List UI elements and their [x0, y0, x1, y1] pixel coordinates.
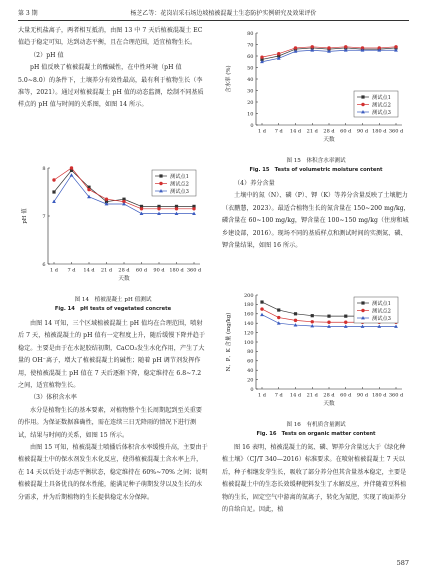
figure-15: [222, 25, 410, 173]
y-tick-label: 30: [247, 88, 254, 95]
y-tick-label: 0: [250, 122, 254, 129]
data-point: [52, 190, 55, 193]
x-tick-label: 7 d: [67, 267, 76, 274]
y-tick-label: 20: [247, 99, 254, 106]
x-tick-label: 90 d: [356, 128, 369, 135]
page-number: 587: [396, 559, 409, 567]
data-point: [105, 198, 108, 201]
paragraph: 大量无机盐离子，两者相互抵消，由图 13 中 7 天后植被混凝土 EC 值趋于稳定可知，达到动态平衡，且在合理范围，适宜植物生长。: [18, 27, 203, 47]
x-tick-label: 1 d: [50, 267, 58, 274]
data-point: [87, 188, 90, 191]
data-point: [344, 45, 347, 48]
data-point: [294, 46, 297, 49]
legend-marker: [361, 309, 364, 312]
section-title-ph: （2）pH 值: [30, 51, 64, 59]
data-point: [311, 314, 314, 317]
y-tick-label: 40: [247, 368, 254, 374]
x-tick-label: 14 d: [289, 392, 302, 399]
figure-caption-en: Fig. 15 Tests of volumetric moisture content: [249, 167, 383, 173]
y-tick-label: 80: [247, 349, 254, 356]
left-column-top: [18, 25, 208, 112]
x-tick-label: 21 d: [306, 128, 318, 135]
x-axis-label: 天数: [118, 276, 130, 282]
y-tick-label: 180: [243, 302, 254, 309]
left-column-bottom: [18, 318, 208, 504]
data-point: [260, 313, 264, 316]
legend-label: 测试点2: [372, 102, 391, 109]
data-point: [394, 45, 397, 48]
x-tick-label: 7 d: [274, 128, 283, 135]
y-axis-label: pH 值: [22, 208, 28, 224]
data-point: [277, 52, 280, 55]
x-tick-label: 28 d: [323, 128, 335, 135]
data-point: [294, 312, 297, 315]
paragraph: 由图 14 可知，三个区域植被混凝土 pH 值均在合理范围，喷射后 7 天，植被混凝土的 pH 值有一定程度上升，随后缓慢下降并趋于稳定。主要是由于在水泥胶结初期，CaCO₃发生水化作用，产生了大量的 OH⁻离子，增大了植被混凝土的碱性；随着 pH 调节剂发挥作用，使植被混凝土 pH 值在 7 天后逐渐下降，稳定维持在 6.8~7.2 之间，适宜植物生长。: [18, 320, 206, 390]
running-header: [18, 6, 409, 18]
right-column-middle: [222, 178, 410, 252]
y-tick-label: 6: [42, 261, 46, 268]
legend-marker: [361, 301, 364, 304]
y-tick-label: 50: [247, 65, 254, 72]
paragraph: 土壤中的氮（N）、磷（P）、钾（K）等养分含量反映了土壤肥力（衣鹏慧，2023）。最适合植物生长的氮含量在 150~200 mg/kg，磷含量在 60~100 mg/kg，钾含量在 100~150 mg/kg（住房和城乡建设部，2016）。现场不同的基质样点和测试时间的实测氮、磷、钾含量结果，如图 16 所示。: [222, 192, 410, 250]
legend-label: 测试点2: [372, 308, 391, 315]
data-point: [344, 315, 347, 318]
y-tick-label: 10: [247, 111, 254, 118]
article-running-title: 杨芝乙等：花岗岩采石场边坡植被混凝土生态防护实例研究及效果评价: [130, 9, 317, 17]
legend-label: 测试点1: [372, 94, 391, 101]
data-point: [192, 207, 195, 210]
legend-marker: [159, 182, 162, 185]
y-axis-label: 含水率 (%): [226, 65, 232, 93]
x-tick-label: 60 d: [340, 392, 352, 399]
figure-16: [222, 287, 410, 437]
data-point: [260, 55, 263, 58]
legend-marker: [361, 95, 364, 98]
legend-label: 测试点1: [170, 173, 189, 180]
x-tick-label: 14 d: [83, 267, 95, 274]
data-point: [52, 178, 55, 181]
x-tick-label: 60 d: [340, 128, 352, 135]
chart-fig16: [222, 287, 410, 417]
x-axis-label: 天数: [323, 401, 335, 407]
y-tick-label: 7: [42, 213, 46, 220]
x-tick-label: 180 d: [372, 128, 387, 135]
data-point: [344, 321, 347, 324]
data-point: [277, 316, 280, 319]
data-point: [70, 173, 74, 176]
data-point: [260, 307, 263, 310]
y-tick-label: 0: [250, 386, 254, 393]
data-point: [311, 45, 314, 48]
data-point: [260, 300, 263, 303]
y-tick-label: 60: [247, 53, 254, 60]
header-rule: [18, 20, 409, 21]
y-tick-label: 60: [247, 358, 254, 365]
x-tick-label: 360 d: [186, 267, 202, 274]
figure-caption-en: Fig. 16 Tests on organic matter content: [256, 431, 376, 437]
figure-caption-cn: 图 16 有机质含量测试: [286, 422, 346, 428]
paragraph: 图 16 表明，植被混凝土的氮、磷、钾养分含量远大于《绿化种植土壤》（CJ/T 340—2016）标准要求。在喷射植被混凝土 7 天以后，种子相继发芽生长，吸收了部分养分但其含量基本稳定，主要是植被混凝土中的生态长效缓释肥料发生了水解反应，并伴随着豆科植物的生长，固定空气中游离的氮离子，转化为氮肥，实现了坡面养分的自给自足。因此，植: [222, 444, 407, 514]
x-tick-label: 21 d: [100, 267, 113, 274]
y-axis-label: N、P、K 含量 (mg/kg): [226, 312, 232, 372]
x-tick-label: 1 d: [258, 128, 266, 135]
x-tick-label: 360 d: [388, 392, 404, 399]
y-tick-label: 120: [243, 330, 254, 337]
issue-label: 第 3 期: [18, 9, 38, 17]
data-point: [70, 166, 73, 169]
figure-caption-cn: 图 15 体积含水率测试: [286, 158, 346, 164]
legend-label: 测试点2: [170, 181, 189, 188]
data-point: [311, 320, 314, 323]
y-tick-label: 80: [247, 30, 254, 37]
y-tick-label: 160: [243, 311, 254, 318]
y-tick-label: 100: [243, 339, 254, 346]
data-point: [175, 207, 178, 210]
paragraph: pH 值反映了植被混凝土的酸碱性，在中性环境（pH 值 5.0~8.0）的条件下，土壤养分有效性最高，最有利于植物生长（李准等，2021）。通过对植被混凝土 pH 值的动态监测，绘制不同基质样点的 pH 值与时间的关系图，如图 14 所示。: [18, 64, 204, 109]
x-tick-label: 180 d: [372, 392, 387, 399]
legend-marker: [159, 174, 162, 177]
y-tick-label: 40: [247, 76, 254, 83]
chart-fig15: [222, 25, 410, 153]
data-point: [140, 207, 143, 210]
y-tick-label: 8: [42, 165, 46, 172]
figure-caption-en: Fig. 14 pH tests of vegetated concrete: [54, 306, 172, 312]
data-point: [327, 46, 330, 49]
x-tick-label: 60 d: [135, 267, 148, 274]
data-point: [327, 321, 330, 324]
legend-label: 测试点3: [170, 188, 189, 195]
x-tick-label: 180 d: [169, 267, 184, 274]
x-tick-label: 90 d: [356, 392, 369, 399]
right-column-bottom: [222, 442, 410, 516]
legend-label: 测试点1: [372, 300, 391, 307]
data-point: [327, 315, 330, 318]
y-tick-label: 70: [247, 42, 254, 49]
section-title-water: （3）体积含水率: [30, 394, 77, 402]
x-tick-label: 7 d: [274, 392, 283, 399]
x-tick-label: 90 d: [153, 267, 165, 274]
y-tick-label: 200: [243, 292, 254, 299]
x-tick-label: 360 d: [388, 128, 404, 135]
paragraph: 由图 15 可知，植被混凝土喷播后体积含水率缓慢升高，主要由于植被混凝土中的保水剂发生水化反应，使得植被混凝土含水率上升，在 14 天以后处于动态平衡状态，稳定维持在 60%~70% 之间；说明植被混凝土具备优良的保水性能，能满足种子萌期发芽以及生长的水分需求，并为后期植物的生长提供稳定水分保障。: [18, 444, 208, 501]
data-point: [277, 308, 280, 311]
x-tick-label: 14 d: [289, 128, 302, 135]
chart-fig14: [18, 160, 208, 292]
x-tick-label: 28 d: [118, 267, 130, 274]
y-tick-label: 20: [247, 377, 254, 384]
y-tick-label: 140: [243, 321, 254, 327]
x-tick-label: 1 d: [258, 392, 266, 399]
x-tick-label: 21 d: [306, 392, 318, 399]
figure-caption-cn: 图 14 植被混凝土 pH 值测试: [74, 297, 152, 303]
data-point: [294, 319, 297, 322]
section-title-nutrient: （4）养分含量: [234, 180, 275, 187]
x-tick-label: 28 d: [323, 392, 335, 399]
paragraph: 水分是植物生长的基本要素，对植物整个生长周期起到至关重要的作用。为保证数据准确性，需在连续三日无降雨的情况下进行测试，结果与时间的关系，如图 15 所示。: [18, 406, 203, 439]
legend-marker: [361, 103, 364, 106]
legend-label: 测试点3: [372, 109, 391, 116]
figure-14: [18, 160, 208, 312]
x-axis-label: 天数: [323, 137, 335, 143]
data-point: [157, 207, 160, 210]
legend-label: 测试点3: [372, 315, 391, 322]
